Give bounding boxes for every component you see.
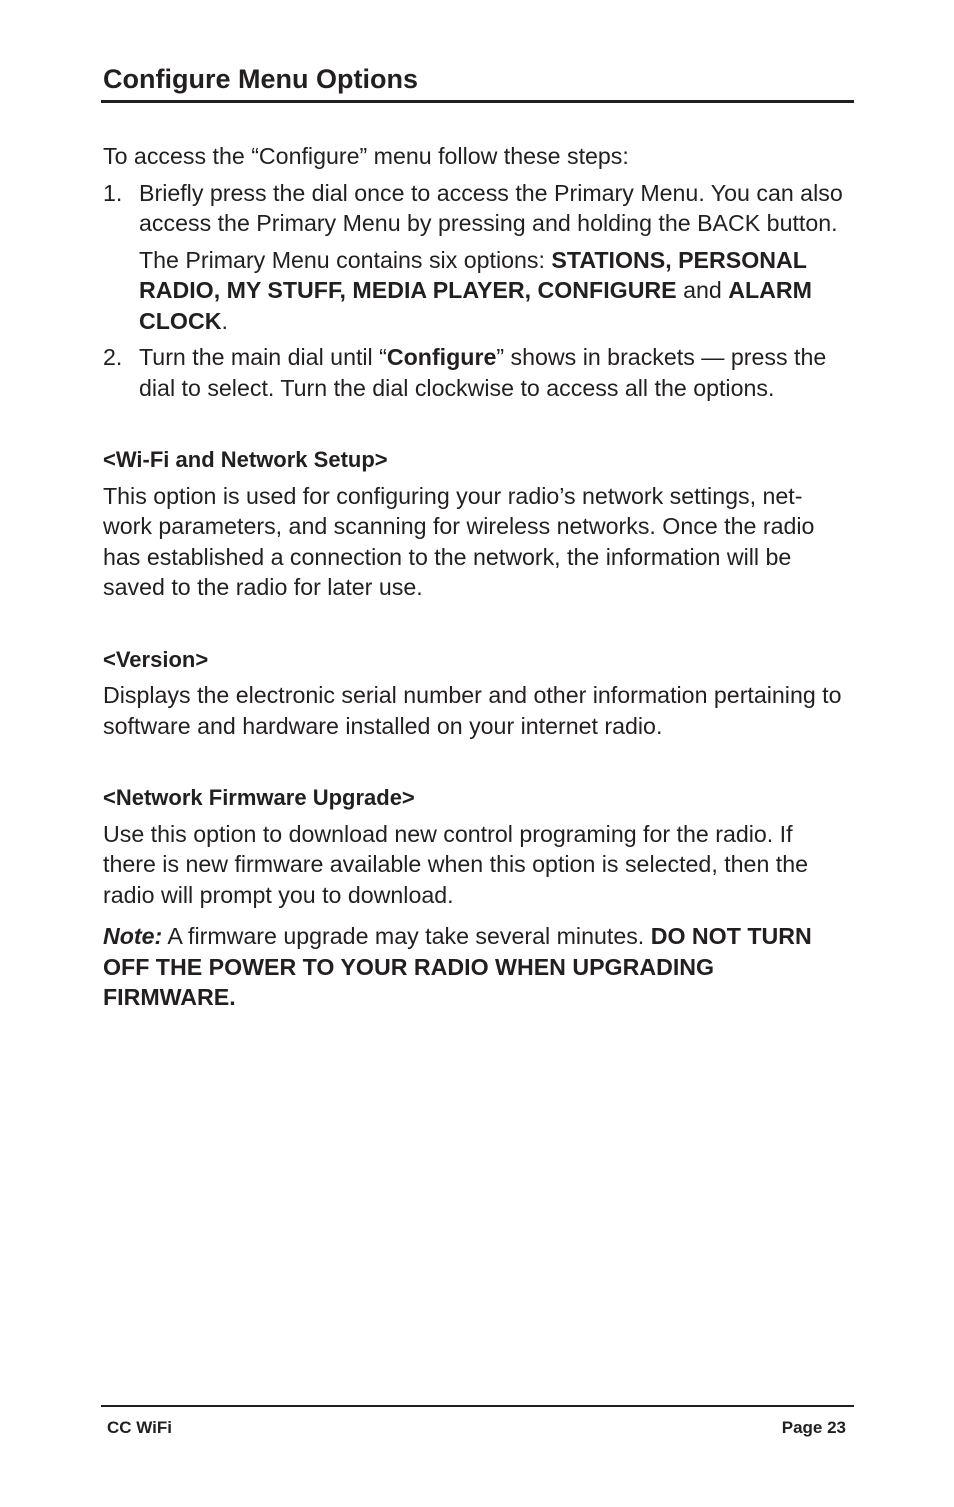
note-warning: DO NOT TURN OFF THE POWER TO YOUR RADIO WHEN UPGRADING FIRMWARE. (103, 923, 812, 1010)
footer-divider (101, 1405, 854, 1407)
section-body-version: Displays the electronic serial number and other information pertaining to software and hardware installed on your internet radio. (103, 682, 842, 739)
step-2 (103, 342, 848, 403)
step-sub-and: and (676, 277, 729, 303)
section-body-firmware: Use this option to download new control programing for the radio. If there is new firmware available when this option is selected, then the radio will prompt you to download. (103, 820, 809, 908)
note-paragraph (103, 921, 848, 1013)
section-heading-wifi: <Wi-Fi and Network Setup> (103, 447, 388, 472)
menu-options-list: STATIONS, PERSONAL RADIO, MY STUFF, MEDIA PLAYER, CONFIGURE (139, 246, 807, 303)
step-text: Briefly press the dial once to access the Primary Menu. You can also access the Primary Menu by pressing and holding the BACK button. (139, 179, 843, 236)
step-text-prefix: Turn the main dial until “ (139, 344, 387, 370)
section-heading-firmware: <Network Firmware Upgrade> (103, 785, 415, 810)
note-text: A firmware upgrade may take several minutes. (162, 923, 651, 949)
step-1 (103, 178, 848, 337)
page-title: Configure Menu Options (103, 64, 418, 94)
step-text (139, 342, 848, 403)
note-label: Note: (103, 923, 163, 949)
step-number: 2. (103, 344, 123, 370)
section-body-wifi: This option is used for configuring your radio’s network settings, net-work parameters, and scanning for wireless networks. Once the radio has established a connection to the network, the information will be saved to the radio for later use. (103, 482, 815, 600)
step-subtext (139, 245, 848, 337)
menu-option-alarm: ALARM CLOCK (139, 277, 812, 334)
configure-keyword: Configure (386, 344, 497, 370)
step-sub-prefix: The Primary Menu contains six options: (139, 246, 552, 273)
step-number: 1. (103, 179, 123, 206)
title-divider (101, 100, 854, 103)
footer-product-name: CC WiFi (107, 1418, 173, 1437)
step-sub-end: . (221, 307, 228, 334)
step-text-suffix: ” shows in brackets — press the dial to select. Turn the dial clockwise to access all the options. (139, 344, 827, 401)
section-heading-version: <Version> (103, 646, 209, 672)
intro-text: To access the “Configure” menu follow these steps: (103, 143, 629, 169)
page-content (103, 141, 848, 1013)
footer-page-number: Page 23 (781, 1418, 846, 1437)
steps-list (103, 178, 848, 404)
